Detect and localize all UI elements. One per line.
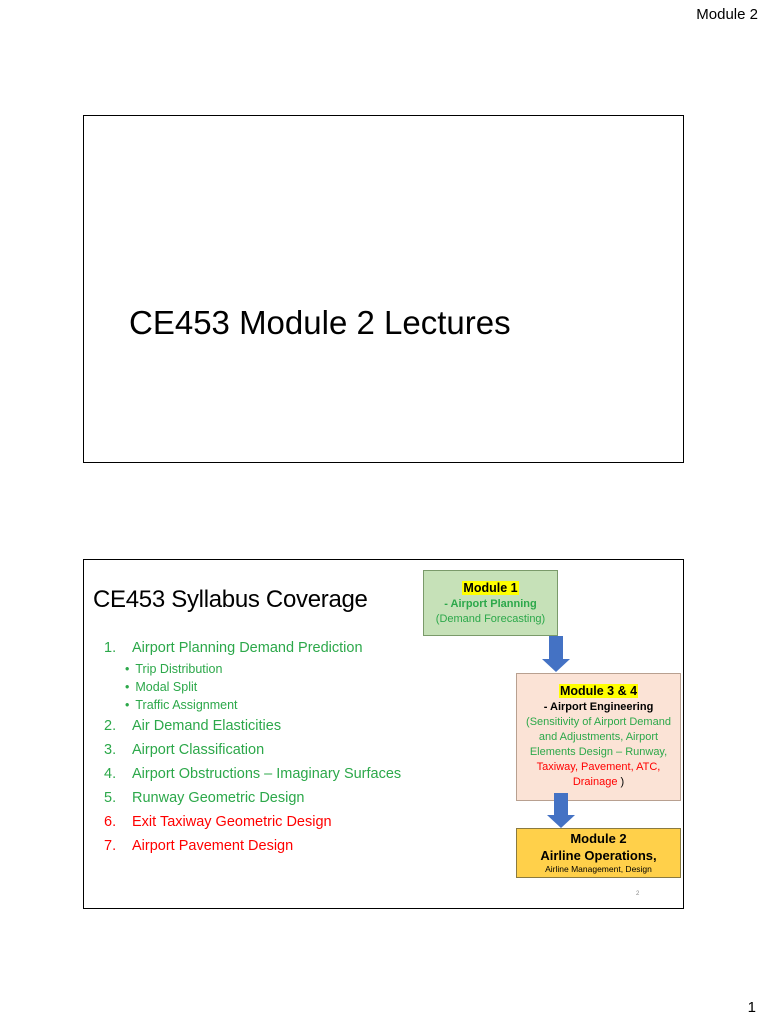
page-header-label: Module 2: [696, 6, 758, 23]
syllabus-item-5: [104, 786, 401, 810]
syllabus-item-7: [104, 834, 401, 858]
page-number: 1: [747, 999, 756, 1016]
module-3-4-box: [516, 673, 681, 801]
module-3-4-red-text: Taxiway, Pavement, ATC, Drainage: [536, 761, 661, 788]
module-3-4-green-text: (Sensitivity of Airport Demand and Adjustments, Airport Elements Design – Runway,: [526, 716, 671, 758]
module-2-box: [516, 828, 681, 878]
syllabus-item-2: [104, 714, 401, 738]
item-number: 7.: [104, 838, 117, 854]
sub-item: • Traffic Assignment: [125, 696, 401, 714]
module-3-4-close: ): [617, 776, 625, 788]
slide-2: [83, 559, 684, 909]
syllabus-item-4: [104, 762, 401, 786]
sub-item: • Modal Split: [125, 678, 401, 696]
arrow-down-icon: [554, 793, 568, 816]
module-1-detail: (Demand Forecasting): [435, 613, 546, 625]
slide-1: [83, 115, 684, 463]
item-number: 5.: [104, 790, 117, 806]
slide-number: 2: [636, 891, 640, 897]
module-1-subtitle: - Airport Planning: [444, 598, 537, 610]
item-text: Exit Taxiway Geometric Design: [132, 814, 332, 830]
item-text: Airport Planning Demand Prediction: [132, 640, 363, 656]
item-text: Airport Classification: [132, 742, 265, 758]
syllabus-list: [104, 636, 401, 858]
item-number: 2.: [104, 718, 117, 734]
item-text: Runway Geometric Design: [132, 790, 305, 806]
item-text: Airport Pavement Design: [132, 838, 294, 854]
module-3-4-detail: [517, 715, 680, 790]
syllabus-item-1: [104, 636, 401, 714]
sub-list: [104, 660, 401, 714]
module-1-title: Module 1: [463, 581, 518, 595]
module-3-4-title: Module 3 & 4: [559, 684, 638, 698]
module-2-detail: Airline Management, Design: [545, 864, 652, 874]
item-number: 1.: [104, 640, 117, 656]
item-number: 6.: [104, 814, 117, 830]
item-number: 3.: [104, 742, 117, 758]
module-3-4-subtitle: - Airport Engineering: [543, 701, 654, 713]
arrow-down-icon: [549, 636, 563, 660]
syllabus-item-3: [104, 738, 401, 762]
sub-item: • Trip Distribution: [125, 660, 401, 678]
slide-2-title: CE453 Syllabus Coverage: [93, 586, 368, 613]
item-text: Air Demand Elasticities: [132, 718, 282, 734]
syllabus-item-6: [104, 810, 401, 834]
slide-1-title: CE453 Module 2 Lectures: [129, 304, 511, 341]
item-number: 4.: [104, 766, 117, 782]
item-text: Airport Obstructions – Imaginary Surfaces: [132, 766, 402, 782]
module-2-subtitle: Airline Operations,: [540, 848, 657, 863]
module-1-box: [423, 570, 558, 636]
module-2-title: Module 2: [570, 831, 627, 846]
